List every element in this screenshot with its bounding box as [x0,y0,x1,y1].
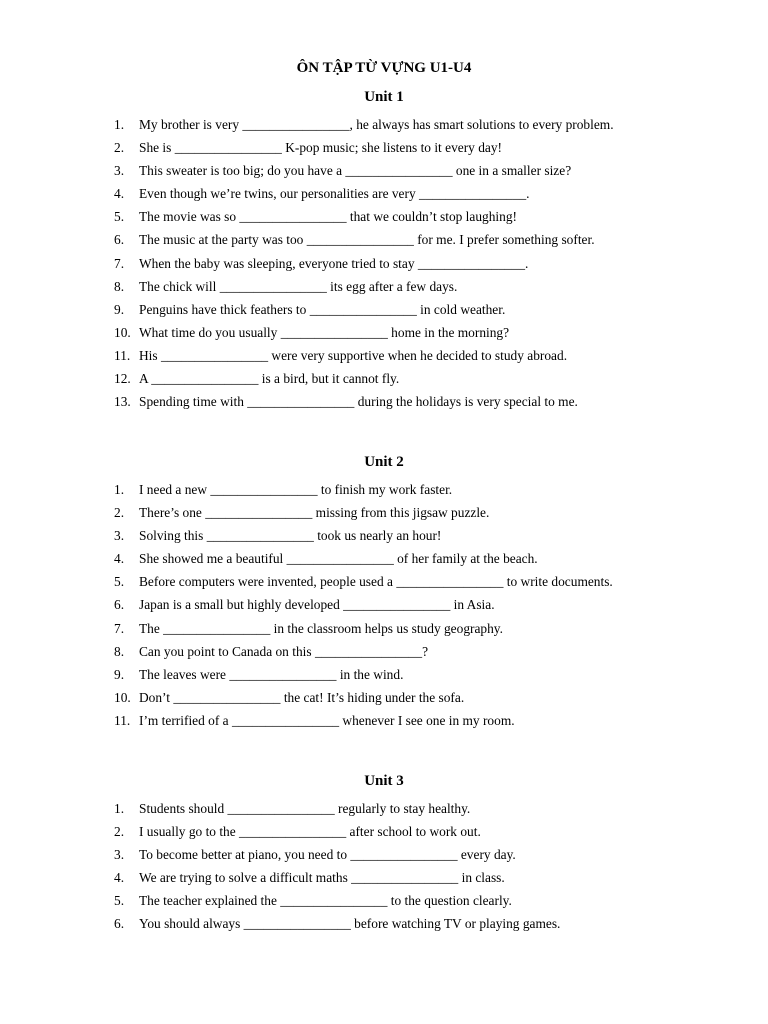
sentence-start: The chick will [139,278,220,294]
exercise-item [0,367,720,390]
exercise-item [0,344,720,367]
answer-blank: ________________ [350,847,458,863]
sentence-start: Don’t [139,689,174,705]
exercise-item [0,113,720,136]
item-sentence [139,524,441,547]
answer-blank: ________________ [351,870,459,886]
exercise-item [0,663,720,686]
item-number: 10. [114,324,131,340]
answer-blank: ________________ [173,689,281,705]
item-sentence [139,113,614,136]
item-number: 11. [114,712,131,728]
item-sentence [139,344,567,367]
item-sentence [139,501,489,524]
item-number: 13. [114,394,131,410]
item-sentence [139,298,505,321]
answer-blank: ________________ [174,140,282,156]
item-number: 9. [114,666,125,682]
sentence-start: Japan is a small but highly developed [139,597,344,613]
sentence-start: There’s one [139,505,206,521]
sentence-end: in cold weather. [416,301,506,317]
item-number: 3. [114,528,125,544]
exercise-item [0,686,720,709]
item-sentence [139,593,495,616]
sentence-start: A [139,371,152,387]
item-sentence [139,709,515,732]
unit-2-heading: Unit 2 [364,454,404,470]
unit-2-exercise-list [0,478,720,732]
sentence-end: were very supportive when he decided to study abroad. [268,347,568,363]
exercise-item [0,478,720,501]
sentence-end: , he always has smart solutions to every problem. [349,117,614,132]
answer-blank: ________________ [314,643,423,659]
answer-blank: ________________ [345,163,453,179]
answer-blank: ________________ [151,371,259,387]
item-sentence [139,640,428,663]
sentence-start: I usually go to the [139,824,240,840]
item-sentence [139,547,538,570]
exercise-item [0,275,720,298]
item-number: 6. [114,916,125,932]
unit-1-exercise-list [0,113,720,413]
item-number: 6. [114,232,125,248]
item-sentence [139,182,530,205]
item-sentence [139,252,528,275]
exercise-item [0,524,720,547]
item-number: 2. [114,505,125,521]
item-number: 3. [114,847,125,863]
sentence-start: My brother is very [139,117,243,132]
item-number: 7. [114,255,125,271]
sentence-start: Spending time with [139,394,248,410]
item-sentence [139,321,509,344]
item-sentence [139,570,613,593]
item-sentence [139,205,517,228]
sentence-end: is a bird, but it cannot fly. [258,371,400,387]
item-number: 2. [114,140,125,156]
item-sentence [139,820,481,843]
exercise-item [0,843,720,866]
sentence-end: for me. I prefer something softer. [413,232,595,248]
sentence-end: one in a smaller size? [452,163,572,179]
sentence-start: Students should [139,801,228,816]
answer-blank: ________________ [227,801,335,816]
item-number: 1. [114,801,125,816]
item-number: 8. [114,278,125,294]
unit-3-exercise-list [0,797,720,936]
exercise-item [0,501,720,524]
sentence-end: in the wind. [336,666,404,682]
exercise-item [0,709,720,732]
exercise-item [0,889,720,912]
exercise-item [0,182,720,205]
item-sentence [139,686,464,709]
sentence-start: The [139,620,164,636]
answer-blank: ________________ [306,232,414,248]
exercise-item [0,228,720,251]
sentence-end: ? [422,643,429,659]
item-number: 4. [114,551,125,567]
sentence-start: I need a new [139,482,211,497]
item-number: 6. [114,597,125,613]
item-sentence [139,478,452,501]
item-sentence [139,367,399,390]
answer-blank: ________________ [231,712,340,728]
sentence-end: that we couldn’t stop laughing! [346,209,518,225]
sentence-start: I’m terrified of a [139,712,232,728]
sentence-start: Penguins have thick feathers to [139,301,310,317]
item-sentence [139,159,571,182]
sentence-end: in the classroom helps us study geography. [270,620,503,636]
item-number: 12. [114,371,131,387]
sentence-end: of her family at the beach. [393,551,538,567]
item-number: 4. [114,186,125,202]
item-sentence [139,390,578,413]
sentence-start: The music at the party was too [139,232,307,248]
exercise-item [0,912,720,935]
answer-blank: ________________ [239,209,347,225]
sentence-start: Before computers were invented, people used a [139,574,397,590]
item-sentence [139,228,595,251]
answer-blank: ________________ [280,324,388,340]
item-number: 2. [114,824,125,840]
answer-blank: ________________ [280,893,388,909]
sentence-end: home in the morning? [387,324,510,340]
exercise-item [0,547,720,570]
sentence-end: the cat! It’s hiding under the sofa. [280,689,465,705]
item-number: 11. [114,347,131,363]
item-number: 7. [114,620,125,636]
item-sentence [139,617,503,640]
item-number: 1. [114,482,125,497]
answer-blank: ________________ [205,505,313,521]
exercise-item [0,820,720,843]
sentence-start: His [139,347,161,363]
sentence-start: Can you point to Canada on this [139,643,315,659]
sentence-start: The leaves were [139,666,230,682]
exercise-item [0,866,720,889]
sentence-end: to the question clearly. [387,893,512,909]
answer-blank: ________________ [229,666,337,682]
answer-blank: ________________ [243,916,351,932]
exercise-item [0,159,720,182]
answer-blank: ________________ [286,551,394,567]
sentence-start: She showed me a beautiful [139,551,287,567]
exercise-item [0,797,720,820]
sentence-end: missing from this jigsaw puzzle. [312,505,490,521]
unit-3-heading: Unit 3 [364,773,404,789]
sentence-end: in class. [458,870,505,886]
item-sentence [139,912,560,935]
exercise-item [0,617,720,640]
answer-blank: ________________ [247,394,355,410]
exercise-item [0,640,720,663]
item-number: 10. [114,689,131,705]
sentence-end: to write documents. [503,574,613,590]
sentence-start: To become better at piano, you need to [139,847,351,863]
sentence-end: K-pop music; she listens to it every day! [281,140,503,156]
answer-blank: ________________ [210,482,318,497]
item-sentence [139,663,403,686]
sentence-end: after school to work out. [346,824,481,840]
item-number: 3. [114,163,125,179]
exercise-item [0,593,720,616]
item-sentence [139,136,502,159]
answer-blank: ________________ [219,278,327,294]
item-sentence [139,889,512,912]
unit-1-heading: Unit 1 [364,89,404,105]
answer-blank: ________________ [242,117,350,132]
sentence-end: its egg after a few days. [326,278,458,294]
answer-blank: ________________ [206,528,314,544]
sentence-end: . [525,255,529,271]
answer-blank: ________________ [160,347,269,363]
sentence-end: took us nearly an hour! [313,528,442,544]
exercise-item [0,252,720,275]
item-sentence [139,275,457,298]
sentence-start: She is [139,140,175,156]
sentence-end: whenever I see one in my room. [339,712,515,728]
item-number: 1. [114,117,125,132]
sentence-start: Solving this [139,528,207,544]
answer-blank: ________________ [309,301,417,317]
item-number: 5. [114,209,125,225]
sentence-end: . [526,186,530,202]
page-title: ÔN TẬP TỪ VỰNG U1-U4 [296,60,472,76]
item-number: 5. [114,893,125,909]
sentence-start: This sweater is too big; do you have a [139,163,346,179]
sentence-start: We are trying to solve a difficult maths [139,870,352,886]
exercise-item [0,570,720,593]
sentence-end: regularly to stay healthy. [334,801,471,816]
item-number: 5. [114,574,125,590]
exercise-item [0,205,720,228]
sentence-start: You should always [139,916,244,932]
sentence-start: The movie was so [139,209,240,225]
sentence-start: Even though we’re twins, our personalities are very [139,186,420,202]
sentence-start: What time do you usually [139,324,281,340]
item-number: 9. [114,301,125,317]
answer-blank: ________________ [163,620,271,636]
exercise-item [0,321,720,344]
answer-blank: ________________ [419,186,527,202]
exercise-item [0,298,720,321]
item-sentence [139,866,505,889]
sentence-end: during the holidays is very special to me. [354,394,578,410]
exercise-item [0,390,720,413]
item-number: 8. [114,643,125,659]
answer-blank: ________________ [417,255,526,271]
sentence-start: The teacher explained the [139,893,281,909]
sentence-end: every day. [457,847,516,863]
item-sentence [139,843,516,866]
sentence-start: When the baby was sleeping, everyone tried to stay [139,255,418,271]
answer-blank: ________________ [396,574,504,590]
exercise-item [0,136,720,159]
sentence-end: to finish my work faster. [317,482,453,497]
sentence-end: in Asia. [450,597,495,613]
answer-blank: ________________ [343,597,451,613]
sentence-end: before watching TV or playing games. [350,916,561,932]
item-number: 4. [114,870,125,886]
item-sentence [139,797,470,820]
answer-blank: ________________ [239,824,347,840]
